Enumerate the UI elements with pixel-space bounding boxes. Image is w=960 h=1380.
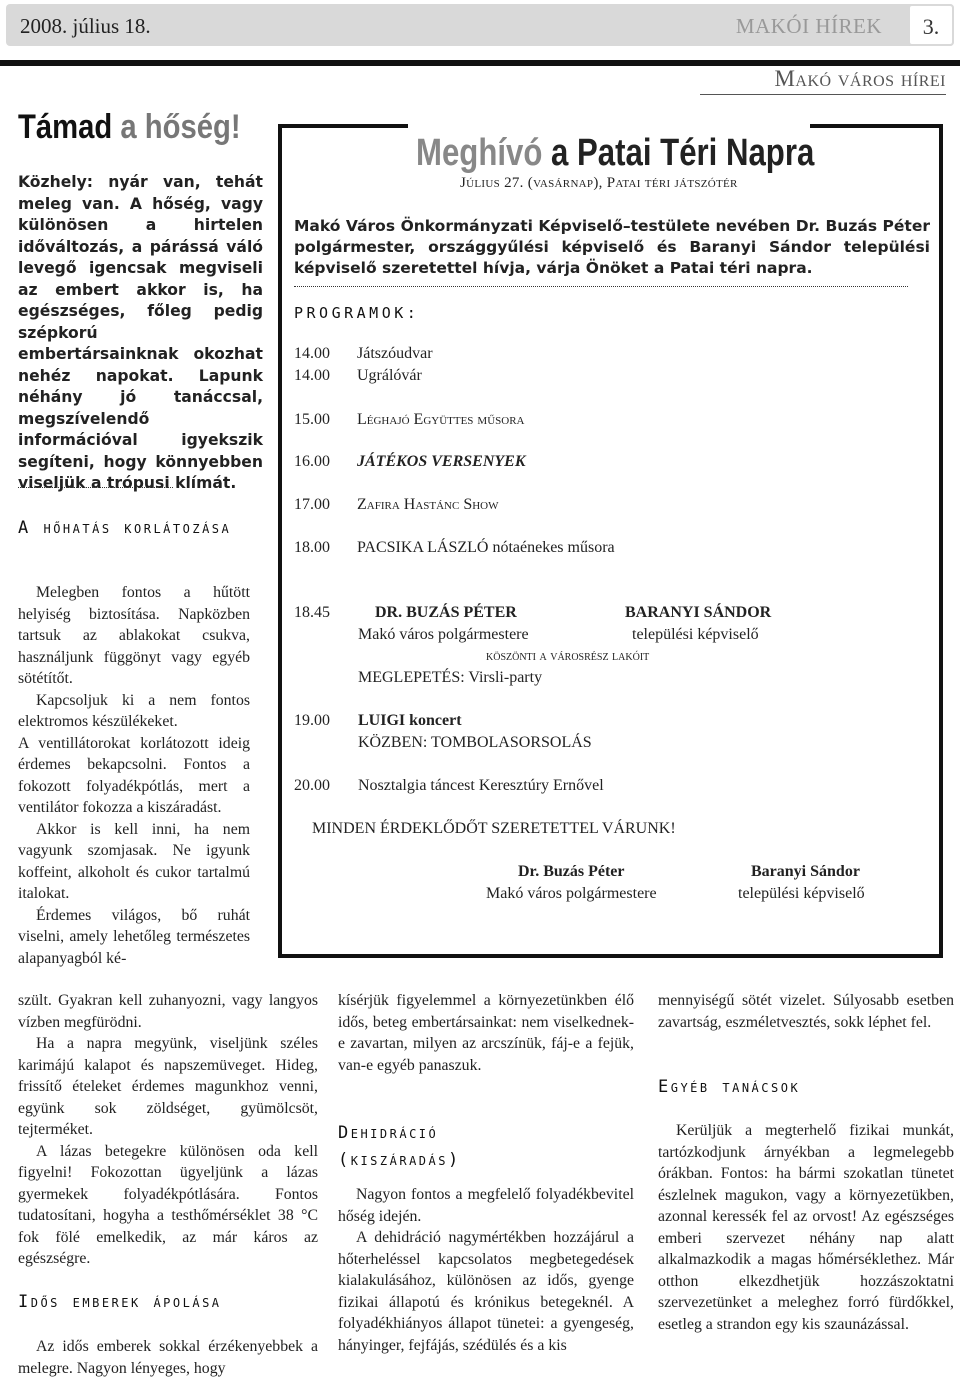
middle-column-text-2 (338, 1184, 634, 1356)
page-number-box (908, 4, 954, 46)
paragraph: A dehidráció nagymértékben hozzájárul a hőterheléssel kapcsolatos megbetegedések kialakulásához, különösen az idős, gyenge fizikai állapotú és krónikus betegeknél. A folyadékhiányos állapot tünetei: a gyengeség, hányinger, fejfájás, szédülés és a kis (338, 1229, 634, 1354)
surprise-program: MEGLEPETÉS: Virsli-party (358, 669, 543, 686)
dance-name: Nosztalgia táncest Keresztúry Ernővel (358, 777, 604, 794)
program-name: Játszóudvar (357, 345, 433, 362)
paragraph: Kerüljük a megterhelő fizikai munkát, tartózkodjunk árnyékban a legmelegebb órákban. Fontos: ha bármi szokatlan tünetet észlelnek magukon, vagy a környezetükben, azonnal keressék fel az orvost! Az egészséges emberi szervezet néhány nap alatt alkalmazkodik a magas hőmérséklethez. Már otthon elkezdhetjük hozzászoktatni szervezetünket a meleghez forró fürdőkkel, esetleg a strandon egy kis szaunázással. (658, 1122, 954, 1333)
programs-heading: PROGRAMOK: (294, 304, 420, 322)
paragraph: szült. Gyakran kell zuhanyozni, vagy langyos vízben megfürödni. (18, 992, 318, 1031)
paragraph: Melegben fontos a hűtött helyiség biztosítása. Napközben tartsuk az ablakokat csukva, használjunk függönyt vagy egyéb sötétítőt. (18, 584, 250, 687)
page-header-bar (6, 4, 954, 46)
raffle-note: KÖZBEN: TOMBOLASORSOLÁS (358, 734, 592, 751)
welcome-line: MINDEN ÉRDEKLŐDŐT SZERETETTEL VÁRUNK! (312, 820, 676, 837)
signature-mayor-role: Makó város polgármestere (486, 885, 657, 902)
dance-time: 20.00 (294, 777, 330, 794)
greet-role-representative: települési képviselő (632, 626, 759, 643)
article-title-rest: a hőség! (112, 108, 241, 146)
dotted-separator (18, 487, 173, 488)
subheading-dehydration-line2: (kiszáradás) (338, 1150, 461, 1170)
left-column-end (18, 1336, 318, 1379)
greet-name-representative: BARANYI SÁNDOR (625, 604, 772, 621)
dotted-separator (294, 286, 908, 287)
invitation-title-highlight: Meghívó (416, 132, 543, 174)
concert-time: 19.00 (294, 712, 330, 729)
program-row (294, 453, 526, 471)
program-row (294, 345, 433, 363)
program-time: 16.00 (294, 453, 330, 470)
invitation-date-place: Július 27. (vasárnap), Patai téri játszótér (460, 175, 738, 191)
program-name: Zafira Hastánc Show (357, 496, 499, 513)
greet-role-mayor: Makó város polgármestere (358, 626, 529, 643)
program-time: 18.00 (294, 539, 330, 556)
invitation-frame-left (278, 124, 282, 958)
program-name: Ugrálóvár (357, 367, 422, 384)
page-number: 3. (922, 14, 940, 39)
invitation-frame-top-left (278, 124, 408, 128)
invitation-frame-top-right (810, 124, 943, 128)
right-column-text (658, 990, 954, 1033)
greet-time: 18.45 (294, 604, 330, 621)
article-lead: Közhely: nyár van, tehát meleg van. A hőség, vagy különösen a hirtelen időváltozás, a párássá váló levegő igencsak megviseli az embert akkor is, ha egészséges, főleg pedig szépkorú embertársainknak okozhat nehéz napokat. Lapunk néhány jó tanáccsal, megszívelendő információval igyekszik segíteni, hogy könnyebben viseljük a trópusi klímát. (18, 173, 263, 492)
paragraph: Ha a napra megyünk, viseljünk széles karimájú kalapot és napszemüveget. Hideg, frissítő ételeket érdemes magunkhoz venni, együnk sok zöldséget, gyümölcsöt, tejterméket. (18, 1035, 318, 1138)
article-title-main: Támad (18, 108, 113, 146)
middle-column-text (338, 990, 634, 1076)
publication-name: MAKÓI HÍREK (735, 14, 882, 38)
right-column-text-2 (658, 1120, 954, 1335)
subheading-elderly-care: Idős emberek ápolása (18, 1292, 222, 1312)
issue-date: 2008. július 18. (20, 14, 151, 38)
program-time: 15.00 (294, 411, 330, 428)
program-time: 17.00 (294, 496, 330, 513)
article-title (18, 108, 241, 147)
paragraph: kísérjük figyelemmel a környezetünkben élő idős, beteg embertársainkat: nem viselkednek-e zavartan, milyen az arcszínük, fáj-e a fejük, van-e egyéb panaszuk. (338, 992, 634, 1074)
subheading-dehydration (338, 1120, 461, 1174)
invitation-title (416, 132, 814, 175)
paragraph: Az idős emberek sokkal érzékenyebbek a melegre. Nagyon lényeges, hogy (18, 1338, 318, 1377)
greet-note: köszönti a városrész lakóit (486, 649, 650, 664)
invitation-frame-right (939, 124, 943, 958)
signature-mayor-name: Dr. Buzás Péter (518, 863, 625, 880)
subheading-dehydration-line1: Dehidráció (338, 1123, 439, 1143)
subheading-other-advice: Egyéb tanácsok (658, 1077, 801, 1097)
subheading-heat-limit: A hőhatás korlátozása (18, 518, 232, 538)
paragraph: A ventillátorokat korlátozott ideig érdemes bekapcsolni. Fontos a fokozott folyadékpótlás, mert a ventilátor fokozza a kiszáradást. (18, 734, 250, 816)
signature-representative-role: települési képviselő (738, 885, 865, 902)
paragraph: Nagyon fontos a megfelelő folyadékbevitel hőség idején. (338, 1186, 634, 1225)
greet-name-mayor: DR. BUZÁS PÉTER (375, 604, 517, 621)
signature-representative-name: Baranyi Sándor (751, 863, 860, 880)
program-name: JÁTÉKOS VERSENYEK (357, 453, 526, 470)
program-row (294, 411, 525, 429)
section-underline (700, 94, 946, 95)
invitation-title-rest: a Patai Téri Napra (542, 132, 815, 174)
program-row (294, 367, 422, 385)
program-name: Léghajó Együttes műsora (357, 411, 525, 428)
paragraph: mennyiségű sötét vizelet. Súlyosabb esetben zavartság, eszméletvesztés, sokk léphet fel. (658, 992, 954, 1031)
invitation-intro: Makó Város Önkormányzati Képviselő–testülete nevében Dr. Buzás Péter polgármester, országgyűlési képviselő és Baranyi Sándor települési képviselő szeretettel hívja, várja Önöket a Patai téri napra. (294, 217, 930, 277)
paragraph: Akkor is kell inni, ha nem vagyunk szomjasak. Ne igyunk koffeint, alkoholt és cukor tartalmú italokat. (18, 820, 250, 902)
section-title: Makó város hírei (774, 66, 946, 91)
program-time: 14.00 (294, 367, 330, 384)
program-row (294, 539, 615, 557)
left-column-text (18, 582, 250, 969)
invitation-frame-bottom (278, 954, 943, 958)
left-column-text-wide (18, 990, 318, 1270)
program-row (294, 496, 499, 514)
concert-name: LUIGI koncert (358, 712, 462, 729)
program-name: PACSIKA LÁSZLÓ nótaénekes műsora (357, 539, 615, 556)
paragraph: Érdemes világos, bő ruhát viselni, amely lehetőleg természetes alapanyagból ké- (18, 906, 250, 967)
program-time: 14.00 (294, 345, 330, 362)
paragraph: A lázas betegekre különösen oda kell figyelni! Fokozottan ügyeljünk a lázas gyermekek folyadékpótlására. Fontos tudatosítani, hogyha a testhőmérséklet 38 °C fok fölé emelkedik, az már káros az egészségre. (18, 1142, 318, 1267)
paragraph: Kapcsoljuk ki a nem fontos elektromos készülékeket. (18, 691, 250, 730)
